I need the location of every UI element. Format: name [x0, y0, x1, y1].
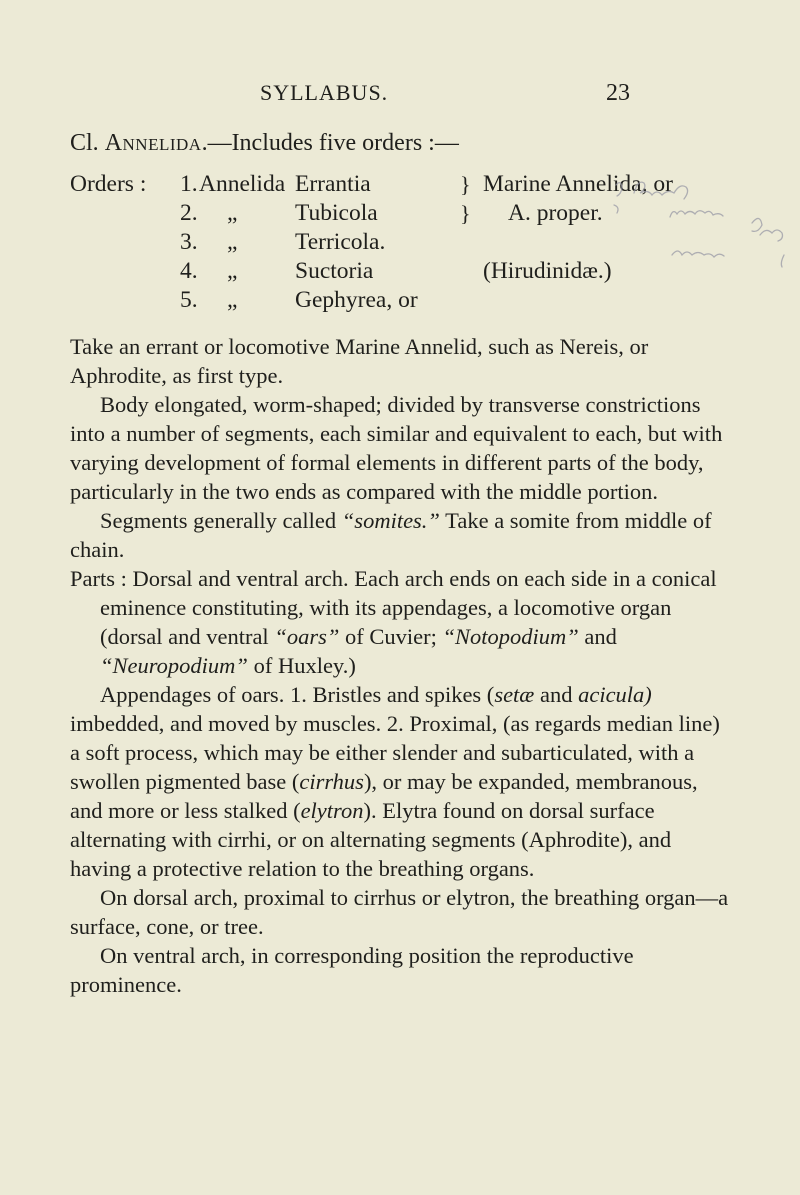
paragraph — [70, 506, 730, 564]
paragraph-text: Segments generally called — [100, 508, 342, 533]
order-brace: } — [460, 172, 471, 197]
paragraph-text: of Huxley.) — [247, 653, 356, 678]
order-name: Errantia — [295, 171, 371, 197]
order-name: Suctoria — [295, 258, 374, 284]
order-ditto: „ — [227, 287, 238, 313]
paragraph — [70, 680, 730, 883]
emphasis: acicula) — [578, 682, 652, 707]
paragraph: Take an errant or locomotive Marine Annelid, such as Nereis, or Aphrodite, as first type. — [70, 334, 649, 388]
paragraph-text: of Cuvier; — [339, 624, 443, 649]
orders-lead: Orders : — [70, 171, 147, 197]
class-label: Cl. — [70, 130, 99, 156]
order-name: Gephyrea, or — [295, 287, 418, 313]
paragraph: Body elongated, worm-shaped; divided by transverse constrictions into a number of segments, each similar and equivalent to each, but with varying development of formal elements in different parts of the body, particularly in the two ends as compared with the middle portion. — [70, 392, 723, 504]
paragraph — [70, 564, 730, 680]
paragraph-text: Appendages of oars. 1. Bristles and spikes ( — [100, 682, 495, 707]
order-note: A. proper. — [508, 200, 603, 226]
emphasis: “oars” — [274, 624, 340, 649]
emphasis: elytron — [300, 798, 364, 823]
order-note: Marine Annelida, or — [483, 171, 673, 197]
order-brace: } — [460, 201, 471, 226]
emphasis: “Notopodium” — [442, 624, 579, 649]
order-ditto: „ — [227, 200, 238, 226]
paragraph: On dorsal arch, proximal to cirrhus or elytron, the breathing organ—a surface, cone, or tree. — [70, 885, 729, 939]
order-number: 3. — [180, 229, 198, 255]
order-ditto: „ — [227, 258, 238, 284]
order-number: 2. — [180, 200, 198, 226]
emphasis: “Neuropodium” — [100, 653, 248, 678]
emphasis: setæ — [494, 682, 535, 707]
order-number: 5. — [180, 287, 198, 313]
paragraph-text: ). Elytra found on dorsal surface alternating with cirrhi, or on alternating segments (Aphrodite), and having a protective relation to the breathing organs. — [70, 798, 672, 881]
order-ditto: Annelida — [199, 171, 286, 197]
order-name: Tubicola — [295, 200, 378, 226]
paragraph-text: and — [534, 682, 579, 707]
order-number: 1. — [180, 171, 198, 197]
class-name: Annelida — [104, 130, 202, 156]
body-text — [70, 332, 730, 999]
paragraph: On ventral arch, in corresponding position the reproductive prominence. — [70, 943, 634, 997]
paragraph-text: ), or may be expanded, membranous, and more or less stalked ( — [70, 769, 698, 823]
order-name: Terricola. — [295, 229, 386, 255]
page-number: 23 — [606, 80, 630, 106]
paragraph-text: and — [578, 624, 617, 649]
paragraph-text: Take a somite from middle of chain. — [70, 508, 712, 562]
class-description: .—Includes five orders :— — [201, 130, 459, 156]
handwritten-annotation — [610, 175, 790, 325]
class-heading — [70, 130, 459, 157]
emphasis: “somites.” — [341, 508, 440, 533]
paragraph-text: Parts : Dorsal and ventral arch. Each arch ends on each side in a conical eminence constituting, with its appendages, a locomotive organ (dorsal and ventral — [70, 566, 717, 649]
emphasis: cirrhus — [299, 769, 364, 794]
order-ditto: „ — [227, 229, 238, 255]
order-note: (Hirudinidæ.) — [483, 258, 612, 284]
order-number: 4. — [180, 258, 198, 284]
paragraph-text: imbedded, and moved by muscles. 2. Proximal, (as regards median line) a soft process, which may be either slender and subarticulated, with a swollen pigmented base ( — [70, 711, 720, 794]
running-head: SYLLABUS. — [260, 80, 389, 105]
